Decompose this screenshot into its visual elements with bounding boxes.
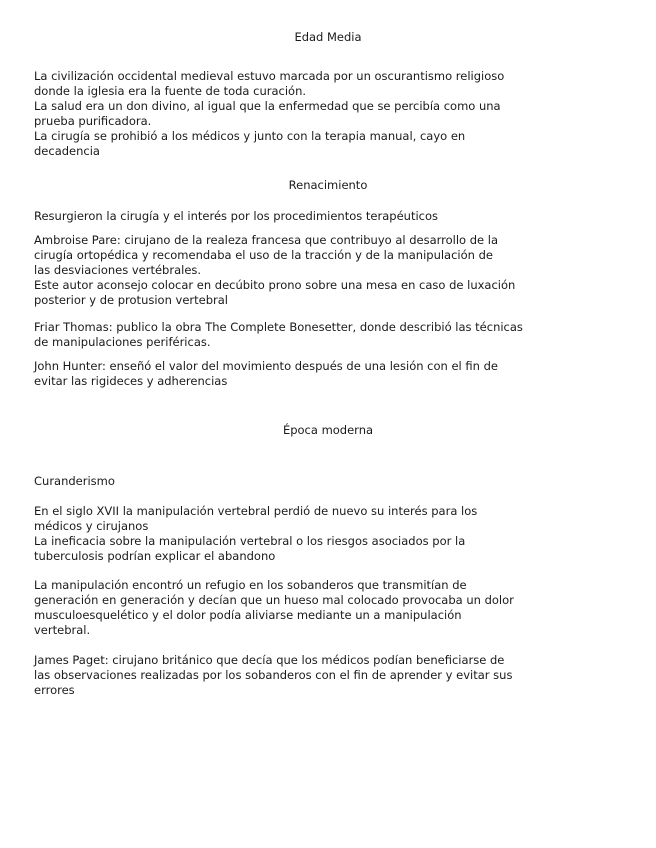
paragraph-james-paget: James Paget: cirujano británico que decía que los médicos podían beneficiarse de las observaciones realizadas por los sobanderos con el fin de aprender y evitar sus errores <box>34 653 513 697</box>
paragraph-ambroise-pare: Ambroise Pare: cirujano de la realeza francesa que contribuyo al desarrollo de la cirugía ortopédica y recomendaba el uso de la tracción y de la manipulación de las desviaciones vertébrales. Este autor aconsejo colocar en decúbito prono sobre una mesa en caso de luxación posterior y de protusion vertebral <box>34 233 516 307</box>
paragraph-friar-thomas: Friar Thomas: publico la obra The Complete Bonesetter, donde describió las técnicas de manipulaciones periféricas. <box>34 320 523 349</box>
paragraph-sobanderos: La manipulación encontró un refugio en los sobanderos que transmitían de generación en generación y decían que un hueso mal colocado provocaba un dolor musculoesquelético y el dolor podía aliviarse mediante un a manipulación vertebral. <box>34 578 514 637</box>
subheading-curanderismo: Curanderismo <box>34 474 115 488</box>
heading-epoca-moderna: Época moderna <box>282 423 374 437</box>
heading-edad-media: Edad Media <box>294 30 362 44</box>
paragraph-siglo-xvii: En el siglo XVII la manipulación vertebral perdió de nuevo su interés para los médicos y cirujanos La ineficacia sobre la manipulación vertebral o los riesgos asociados por la tuberculosis podrían explicar el abandono <box>34 504 478 563</box>
paragraph-john-hunter: John Hunter: enseñó el valor del movimiento después de una lesión con el fin de evitar las rigideces y adherencias <box>34 359 498 388</box>
paragraph-resurgieron: Resurgieron la cirugía y el interés por los procedimientos terapéuticos <box>34 209 438 223</box>
paragraph-edad-media: La civilización occidental medieval estuvo marcada por un oscurantismo religioso donde la iglesia era la fuente de toda curación. La salud era un don divino, al igual que la enfermedad que se percibía como una prueba purificadora. La cirugía se prohibió a los médicos y junto con la terapia manual, cayo en decadencia <box>34 69 505 158</box>
heading-renacimiento: Renacimiento <box>288 178 368 192</box>
